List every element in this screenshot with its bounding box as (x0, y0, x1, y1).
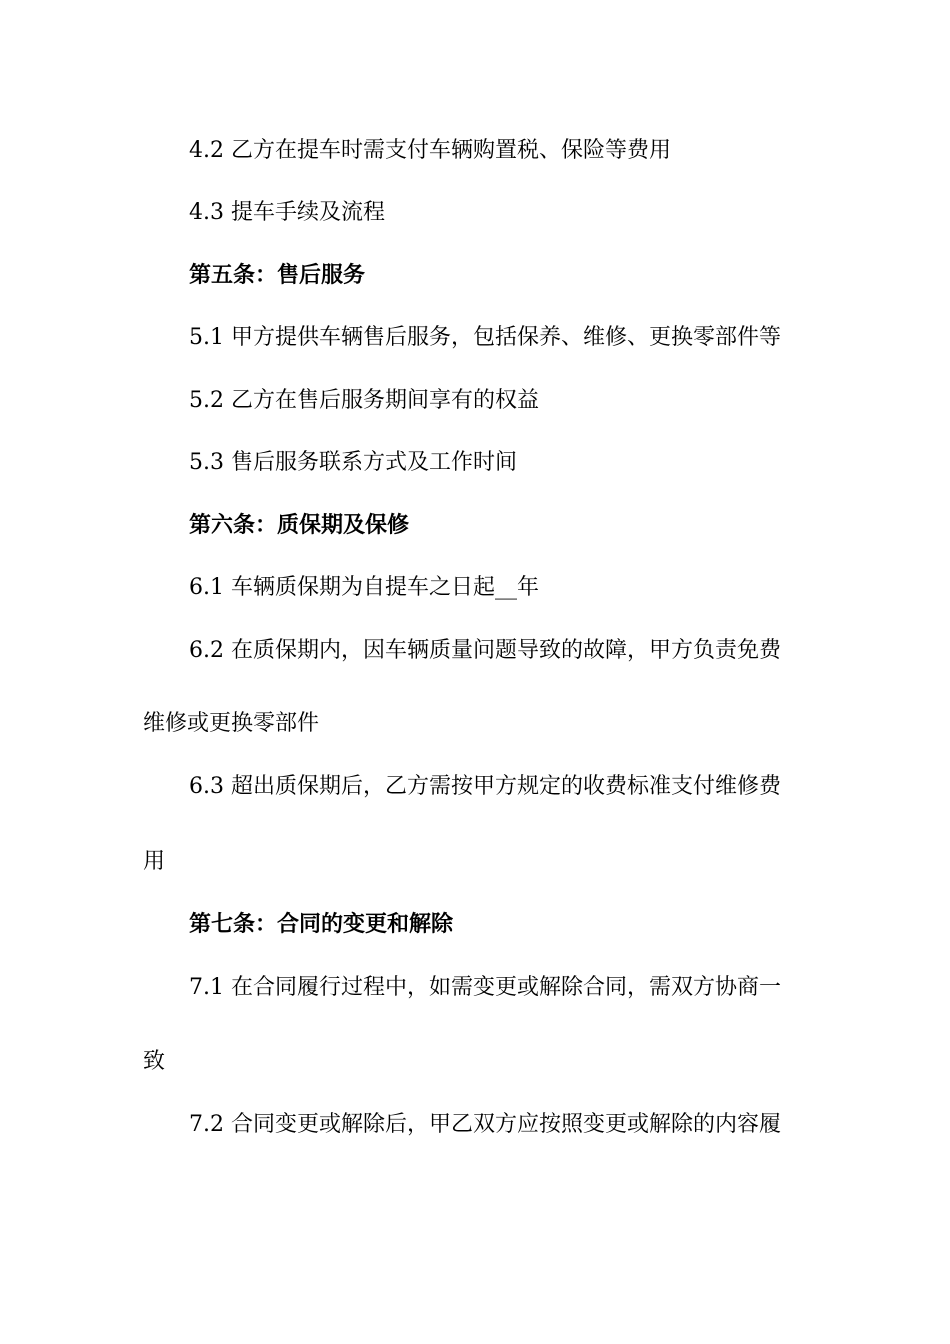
clause-6-2-line-2: 维修或更换零部件 (143, 711, 320, 736)
clause-6-3-line-2: 用 (143, 849, 166, 874)
clause-7-1-line-2: 致 (143, 1049, 166, 1074)
clause-5-2: 5.2 乙方在售后服务期间享有的权益 (189, 388, 539, 413)
clause-7-2-line-1: 7.2 合同变更或解除后，甲乙双方应按照变更或解除的内容履 (189, 1112, 781, 1137)
clause-6-1: 6.1 车辆质保期为自提车之日起__年 (189, 575, 539, 600)
clause-7-1-line-1: 7.1 在合同履行过程中，如需变更或解除合同，需双方协商一 (189, 975, 781, 1000)
clause-4-3: 4.3 提车手续及流程 (189, 200, 385, 225)
article-6-heading: 第六条：质保期及保修 (189, 513, 410, 538)
clause-5-3: 5.3 售后服务联系方式及工作时间 (189, 450, 517, 475)
article-5-heading: 第五条：售后服务 (189, 263, 366, 288)
clause-5-1: 5.1 甲方提供车辆售后服务，包括保养、维修、更换零部件等 (189, 325, 781, 350)
clause-6-2-line-1: 6.2 在质保期内，因车辆质量问题导致的故障，甲方负责免费 (189, 638, 781, 663)
article-7-heading: 第七条：合同的变更和解除 (189, 912, 454, 937)
clause-6-3-line-1: 6.3 超出质保期后，乙方需按甲方规定的收费标准支付维修费 (189, 774, 781, 799)
clause-4-2: 4.2 乙方在提车时需支付车辆购置税、保险等费用 (189, 138, 671, 163)
